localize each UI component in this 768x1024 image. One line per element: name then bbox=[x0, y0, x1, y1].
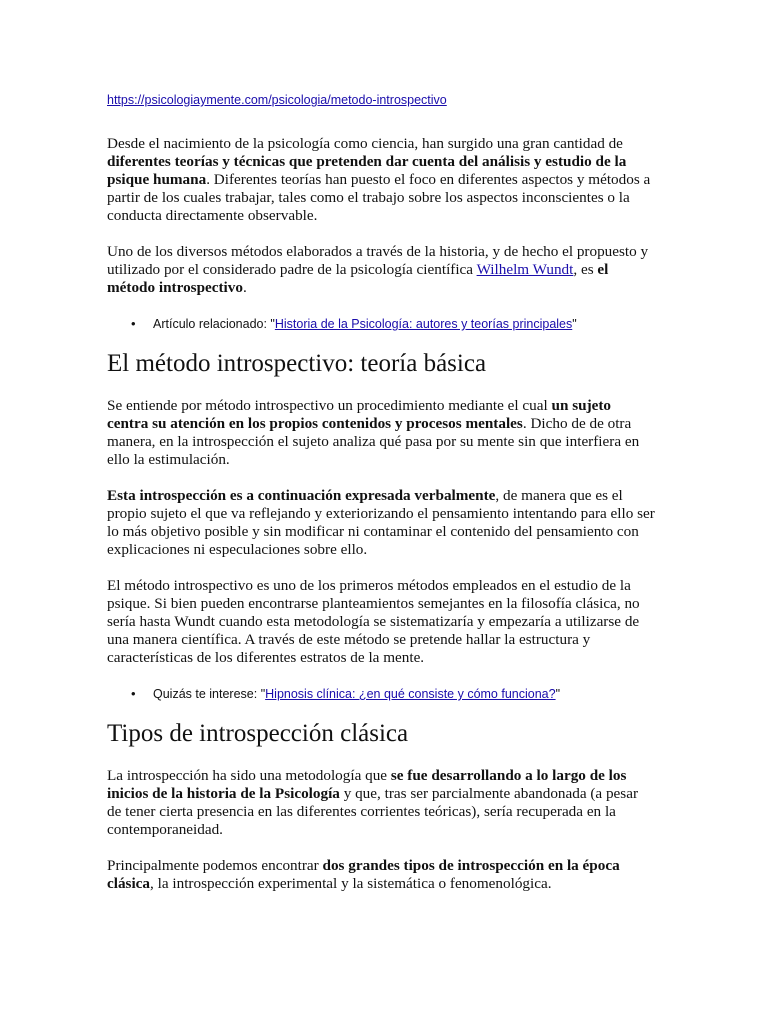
suggested-article-close-quote: " bbox=[555, 687, 561, 701]
verbal-text-1: , de manera que es el propio sujeto el que va reflejando y exteriorizando el pensamiento intentando para ello ser lo más objetivo posible y sin modificar ni contaminar el contenido del pensamiento con explicaciones ni especulaciones sobre ello. bbox=[107, 487, 655, 558]
related-article-list bbox=[107, 315, 655, 333]
development-bold-1: se fue desarrollando a lo largo de los inicios de la historia de la Psicología bbox=[107, 767, 627, 802]
types-paragraph bbox=[107, 857, 655, 893]
suggested-article-list bbox=[107, 685, 655, 703]
development-paragraph bbox=[107, 767, 655, 839]
definition-text-1: Se entiende por método introspectivo un procedimiento mediante el cual bbox=[107, 397, 552, 414]
definition-text-2: . Dicho de de otra manera, en la introspección el sujeto analiza qué pasa por su mente sin que interfiera en ello la estimulación. bbox=[107, 415, 640, 468]
related-article-item bbox=[107, 315, 655, 333]
article-body bbox=[107, 91, 655, 911]
section-heading-basic-theory: El método introspectivo: teoría básica bbox=[107, 350, 487, 377]
wundt-paragraph bbox=[107, 243, 655, 297]
bullet-icon: • bbox=[131, 316, 136, 331]
definition-paragraph bbox=[107, 397, 655, 469]
development-text-1: La introspección ha sido una metodología que bbox=[107, 767, 391, 784]
wundt-text-3: . bbox=[242, 279, 247, 296]
history-paragraph: El método introspectivo es uno de los primeros métodos empleados en el estudio de la psique. Si bien pueden encontrarse planteamientos semejantes en la filosofía clásica, no sería hasta Wundt cuando esta metodología se sistematizaría y empezaría a utilizarse de una manera científica. A través de este método se pretende hallar la estructura y características de los diferentes estratos de la mente. bbox=[107, 577, 640, 666]
intro-text-2: . Diferentes teorías han puesto el foco en diferentes aspectos y métodos a partir de los cuales trabajar, tales como el trabajo sobre los aspectos inconscientes o la conducta directamente observable. bbox=[107, 171, 651, 224]
suggested-article-label: Quizás te interese: " bbox=[153, 687, 266, 701]
bullet-icon: • bbox=[131, 686, 136, 701]
related-article-link[interactable]: Historia de la Psicología: autores y teorías principales bbox=[274, 317, 573, 331]
related-article-label: Artículo relacionado: " bbox=[153, 317, 275, 331]
source-url-link[interactable]: https://psicologiaymente.com/psicologia/metodo-introspectivo bbox=[107, 93, 447, 107]
intro-bold-1: diferentes teorías y técnicas que pretenden dar cuenta del análisis y estudio de la psique humana bbox=[107, 153, 627, 188]
intro-paragraph bbox=[107, 135, 655, 225]
intro-text-1: Desde el nacimiento de la psicología como ciencia, han surgido una gran cantidad de bbox=[107, 135, 623, 152]
verbal-bold-1: Esta introspección es a continuación expresada verbalmente bbox=[107, 487, 496, 504]
verbal-paragraph bbox=[107, 487, 655, 559]
wilhelm-wundt-link[interactable]: Wilhelm Wundt bbox=[476, 261, 574, 278]
types-text-1: Principalmente podemos encontrar bbox=[107, 857, 323, 874]
types-text-2: , la introspección experimental y la sistemática o fenomenológica. bbox=[150, 875, 552, 892]
wundt-text-1: Uno de los diversos métodos elaborados a través de la historia, y de hecho el propuesto y utilizado por el considerado padre de la psicología científica bbox=[107, 243, 649, 278]
wundt-bold-1: el método introspectivo bbox=[107, 261, 609, 296]
section-heading-classic-types: Tipos de introspección clásica bbox=[107, 720, 409, 747]
definition-bold-1: un sujeto centra su atención en los propios contenidos y procesos mentales bbox=[107, 397, 612, 432]
related-article-close-quote: " bbox=[572, 317, 577, 331]
suggested-article-item bbox=[107, 685, 655, 703]
suggested-article-link[interactable]: Hipnosis clínica: ¿en qué consiste y cómo funciona? bbox=[265, 687, 556, 701]
wundt-text-2: , es bbox=[573, 261, 598, 278]
types-bold-1: dos grandes tipos de introspección en la época clásica bbox=[107, 857, 620, 892]
development-text-2: y que, tras ser parcialmente abandonada (a pesar de tener cierta presencia en las diferentes corrientes teóricas), sería recuperada en la contemporaneidad. bbox=[107, 785, 639, 838]
